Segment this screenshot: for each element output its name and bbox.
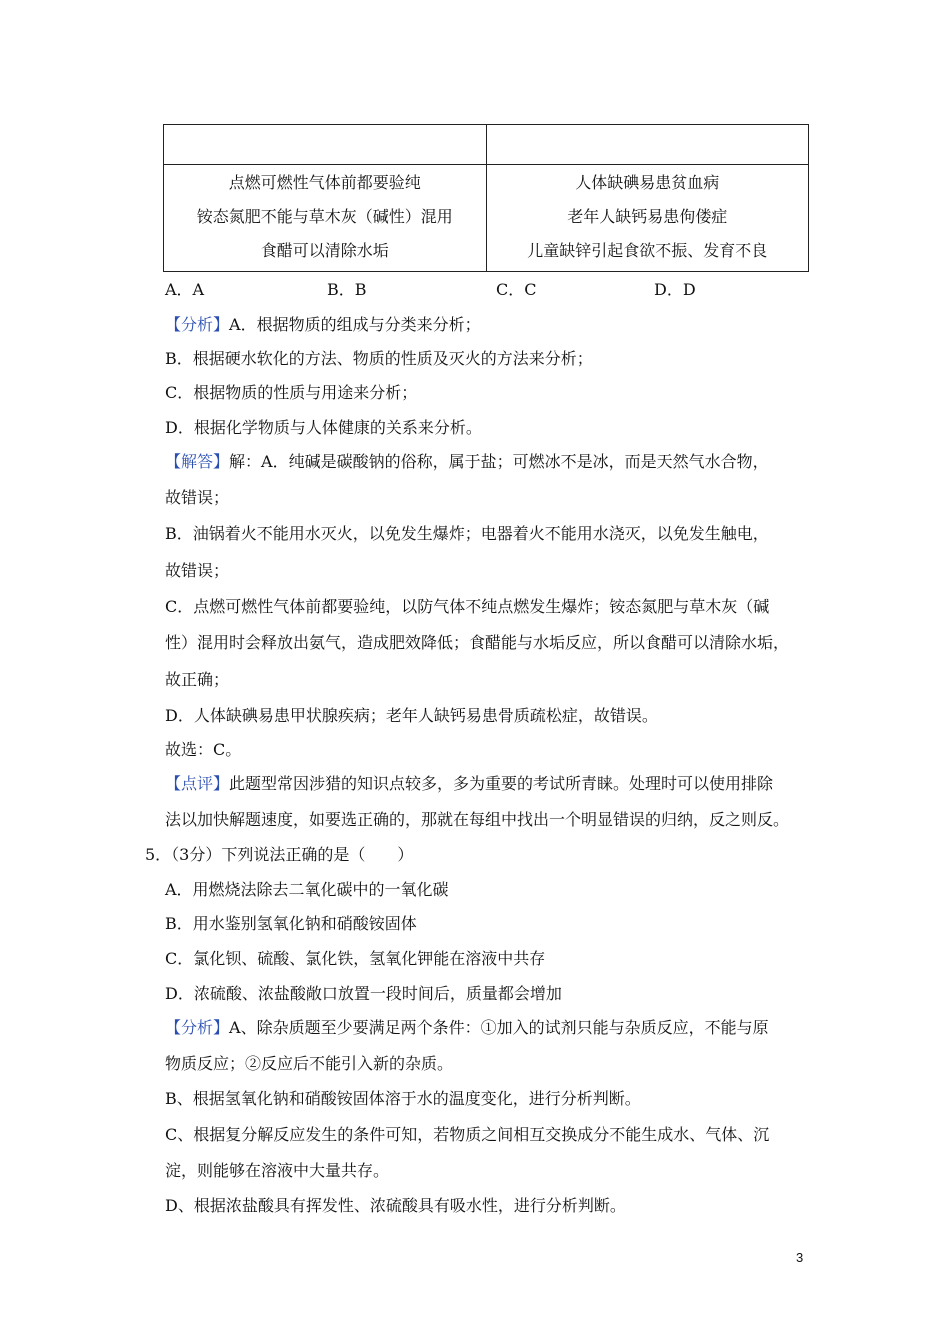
q4-option-d: D．D <box>654 280 696 299</box>
q5-option-a: A．用燃烧法除去二氧化碳中的一氧化碳 <box>165 880 449 899</box>
q4-answer-line: 性）混用时会释放出氨气，造成肥效降低；食醋能与水垢反应，所以食醋可以清除水垢， <box>165 633 790 652</box>
q4-option-b: B．B <box>327 280 367 299</box>
cell-line: 铵态氮肥不能与草木灰（碱性）混用 <box>196 207 453 226</box>
q4-answer-line: 故错误； <box>165 561 230 580</box>
table-header-cell-right <box>486 125 809 165</box>
q5-analysis-line: D、根据浓盐酸具有挥发性、浓硫酸具有吸水性，进行分析判断。 <box>165 1196 626 1215</box>
q5-analysis-line: B、根据氢氧化钠和硝酸铵固体溶于水的温度变化，进行分析判断。 <box>165 1089 641 1108</box>
q4-answer-line: D．人体缺碘易患甲状腺疾病；老年人缺钙易患骨质疏松症，故错误。 <box>165 706 658 725</box>
page-number: 3 <box>796 1250 804 1265</box>
q5-analysis-line: 淀，则能够在溶液中大量共存。 <box>165 1161 390 1180</box>
q5-analysis-line: 物质反应；②反应后不能引入新的杂质。 <box>165 1054 454 1073</box>
q4-answer-line <box>165 452 769 472</box>
answer-text: 解：A．纯碱是碳酸钠的俗称，属于盐；可燃冰不是冰，而是天然气水合物， <box>229 452 769 471</box>
analysis-text: A．根据物质的组成与分类来分析； <box>229 315 481 334</box>
q4-answer-line: 故错误； <box>165 488 230 507</box>
q5-analysis-line: C、根据复分解反应发生的条件可知，若物质之间相互交换成分不能生成水、气体、沉 <box>165 1125 770 1144</box>
options-table <box>163 124 809 272</box>
table-header-cell-left <box>164 125 487 165</box>
cell-line: 食醋可以清除水垢 <box>260 241 389 260</box>
q4-answer-line: 故选：C。 <box>165 740 242 759</box>
q4-comment-line <box>165 774 773 794</box>
q5-analysis-line <box>165 1018 769 1038</box>
q5-option-d: D．浓硫酸、浓盐酸敞口放置一段时间后，质量都会增加 <box>165 984 562 1003</box>
analysis-text: A、除杂质题至少要满足两个条件：①加入的试剂只能与杂质反应，不能与原 <box>229 1018 769 1037</box>
table-header-row <box>164 125 809 165</box>
table-cell-c <box>164 165 487 272</box>
q4-answer-line: C．点燃可燃性气体前都要验纯，以防气体不纯点燃发生爆炸；铵态氮肥与草木灰（碱 <box>165 597 770 616</box>
q4-analysis-line: B．根据硬水软化的方法、物质的性质及灭火的方法来分析； <box>165 349 593 368</box>
cell-line: 人体缺碘易患贫血病 <box>575 173 720 192</box>
q4-analysis-line <box>165 315 481 335</box>
table-cell-d <box>486 165 809 272</box>
q4-option-c: C．C <box>496 280 537 299</box>
q4-option-a: A．A <box>165 280 205 299</box>
table-row <box>164 165 809 272</box>
cell-line: 老年人缺钙易患佝偻症 <box>567 207 728 226</box>
cell-line: 点燃可燃性气体前都要验纯 <box>228 173 421 192</box>
q5-option-c: C．氯化钡、硫酸、氯化铁，氢氧化钾能在溶液中共存 <box>165 949 546 968</box>
q4-analysis-line: C．根据物质的性质与用途来分析； <box>165 383 418 402</box>
q5-stem: 5．（3分）下列说法正确的是（ ） <box>145 845 414 864</box>
comment-text: 此题型常因涉猎的知识点较多，多为重要的考试所青睐。处理时可以使用排除 <box>229 774 774 793</box>
comment-tag: 【点评】 <box>165 774 230 793</box>
answer-tag: 【解答】 <box>165 452 230 471</box>
cell-line: 儿童缺锌引起食欲不振、发育不良 <box>527 241 768 260</box>
q4-analysis-line: D．根据化学物质与人体健康的关系来分析。 <box>165 418 482 437</box>
q4-comment-line: 法以加快解题速度，如要选正确的，那就在每组中找出一个明显错误的归纳，反之则反。 <box>165 810 790 829</box>
q5-option-b: B．用水鉴别氢氧化钠和硝酸铵固体 <box>165 914 417 933</box>
analysis-tag: 【分析】 <box>165 315 230 334</box>
q4-answer-line: B．油锅着火不能用水灭火，以免发生爆炸；电器着火不能用水浇灭，以免发生触电， <box>165 524 769 543</box>
analysis-tag: 【分析】 <box>165 1018 230 1037</box>
q4-answer-line: 故正确； <box>165 670 230 689</box>
